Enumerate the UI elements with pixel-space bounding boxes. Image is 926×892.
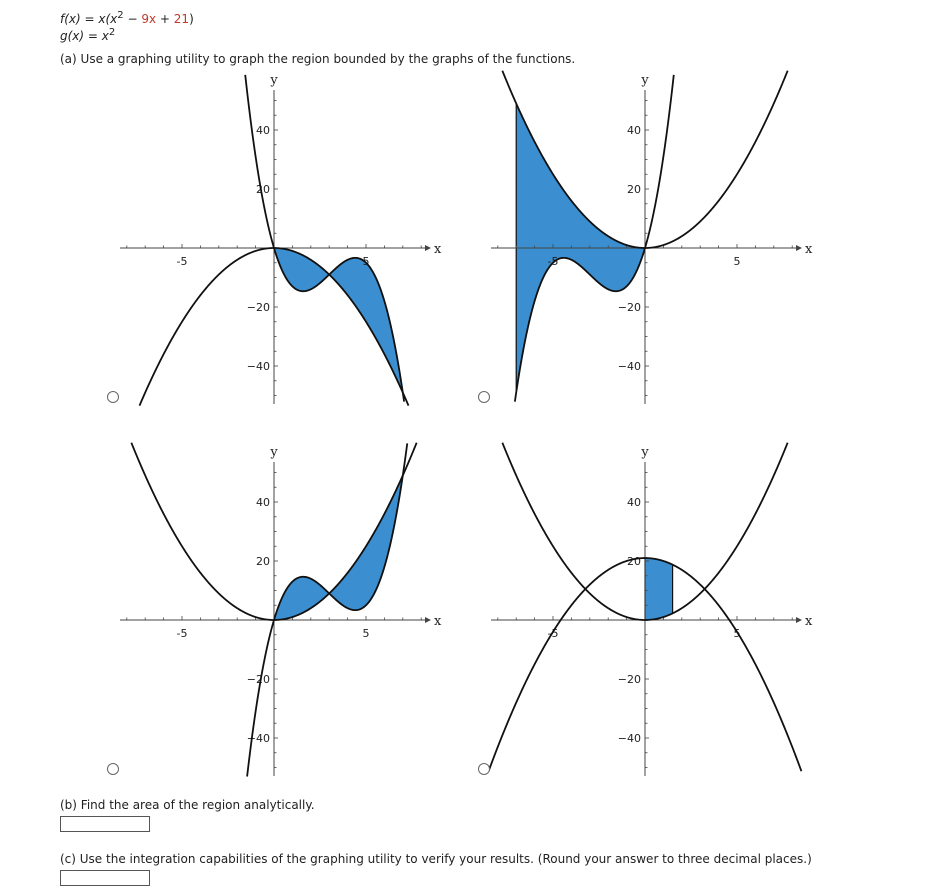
shaded-region bbox=[645, 558, 673, 620]
graph-option-1 bbox=[120, 72, 440, 404]
y-tick-label: −40 bbox=[617, 360, 641, 373]
y-tick-label: 40 bbox=[627, 496, 641, 509]
f-plus: + bbox=[156, 12, 174, 26]
y-tick-label: 40 bbox=[627, 124, 641, 137]
radio-option-1[interactable] bbox=[107, 391, 119, 403]
y-tick-label: 40 bbox=[256, 124, 270, 137]
y-tick-label: −20 bbox=[617, 301, 641, 314]
x-tick-label: 5 bbox=[362, 255, 370, 268]
y-axis-label: y bbox=[641, 73, 649, 88]
y-tick-label: 40 bbox=[256, 496, 270, 509]
x-axis-label: x bbox=[434, 614, 442, 629]
x-axis-arrow bbox=[796, 617, 802, 623]
y-tick-label: −40 bbox=[246, 360, 270, 373]
f-equals: = bbox=[80, 12, 99, 26]
radio-option-2[interactable] bbox=[478, 391, 490, 403]
x-axis-arrow bbox=[425, 245, 431, 251]
question-part-b: (b) Find the area of the region analytically. bbox=[60, 798, 315, 812]
y-axis-label: y bbox=[270, 73, 278, 88]
f-coefficient: 9x bbox=[141, 12, 157, 26]
y-axis-label: y bbox=[270, 445, 278, 460]
answer-input-part-b[interactable] bbox=[60, 816, 150, 832]
y-tick-label: 20 bbox=[256, 555, 270, 568]
g-definition bbox=[60, 27, 115, 43]
shaded-region bbox=[274, 248, 403, 393]
x-tick-label: 5 bbox=[362, 627, 370, 640]
f-minus: − bbox=[123, 12, 142, 26]
x-axis-label: x bbox=[805, 242, 813, 257]
g-name: g(x) bbox=[60, 29, 85, 43]
x-tick-label: 5 bbox=[733, 255, 741, 268]
graph-option-3 bbox=[120, 444, 440, 776]
answer-input-part-c[interactable] bbox=[60, 870, 150, 886]
f-name: f(x) bbox=[60, 12, 81, 26]
y-tick-label: 20 bbox=[627, 183, 641, 196]
y-axis-label: y bbox=[641, 445, 649, 460]
g-equals: = bbox=[84, 29, 102, 43]
y-tick-label: −20 bbox=[617, 673, 641, 686]
x-axis-arrow bbox=[425, 617, 431, 623]
f-close: ) bbox=[189, 12, 194, 26]
shaded-region bbox=[274, 475, 403, 620]
y-tick-label: 20 bbox=[627, 555, 641, 568]
x-axis-arrow bbox=[796, 245, 802, 251]
y-tick-label: −40 bbox=[617, 732, 641, 745]
f-constant: 21 bbox=[173, 12, 190, 26]
x-tick-label: 5 bbox=[733, 627, 741, 640]
radio-option-3[interactable] bbox=[107, 763, 119, 775]
radio-option-4[interactable] bbox=[478, 763, 490, 775]
y-tick-label: 20 bbox=[256, 183, 270, 196]
y-tick-label: −40 bbox=[246, 732, 270, 745]
x-tick-label: -5 bbox=[176, 627, 188, 640]
graph-option-4 bbox=[491, 444, 811, 776]
curve-f bbox=[247, 443, 407, 776]
f-definition bbox=[60, 10, 194, 26]
graph-option-2 bbox=[491, 72, 811, 404]
x-tick-label: -5 bbox=[176, 255, 188, 268]
f-exponent: 2 bbox=[117, 10, 124, 21]
question-part-c: (c) Use the integration capabilities of the graphing utility to verify your results. (Round your answer to three decimal places.) bbox=[60, 852, 812, 866]
g-exponent: 2 bbox=[108, 27, 116, 38]
f-expr-part1: x(x bbox=[98, 12, 118, 26]
y-tick-label: −20 bbox=[246, 673, 270, 686]
y-tick-label: −20 bbox=[246, 301, 270, 314]
x-axis-label: x bbox=[805, 614, 813, 629]
g-base: x bbox=[101, 29, 109, 43]
question-part-a: (a) Use a graphing utility to graph the region bounded by the graphs of the functions. bbox=[60, 52, 576, 66]
x-tick-label: -5 bbox=[547, 255, 559, 268]
x-axis-label: x bbox=[434, 242, 442, 257]
x-tick-label: -5 bbox=[547, 627, 559, 640]
